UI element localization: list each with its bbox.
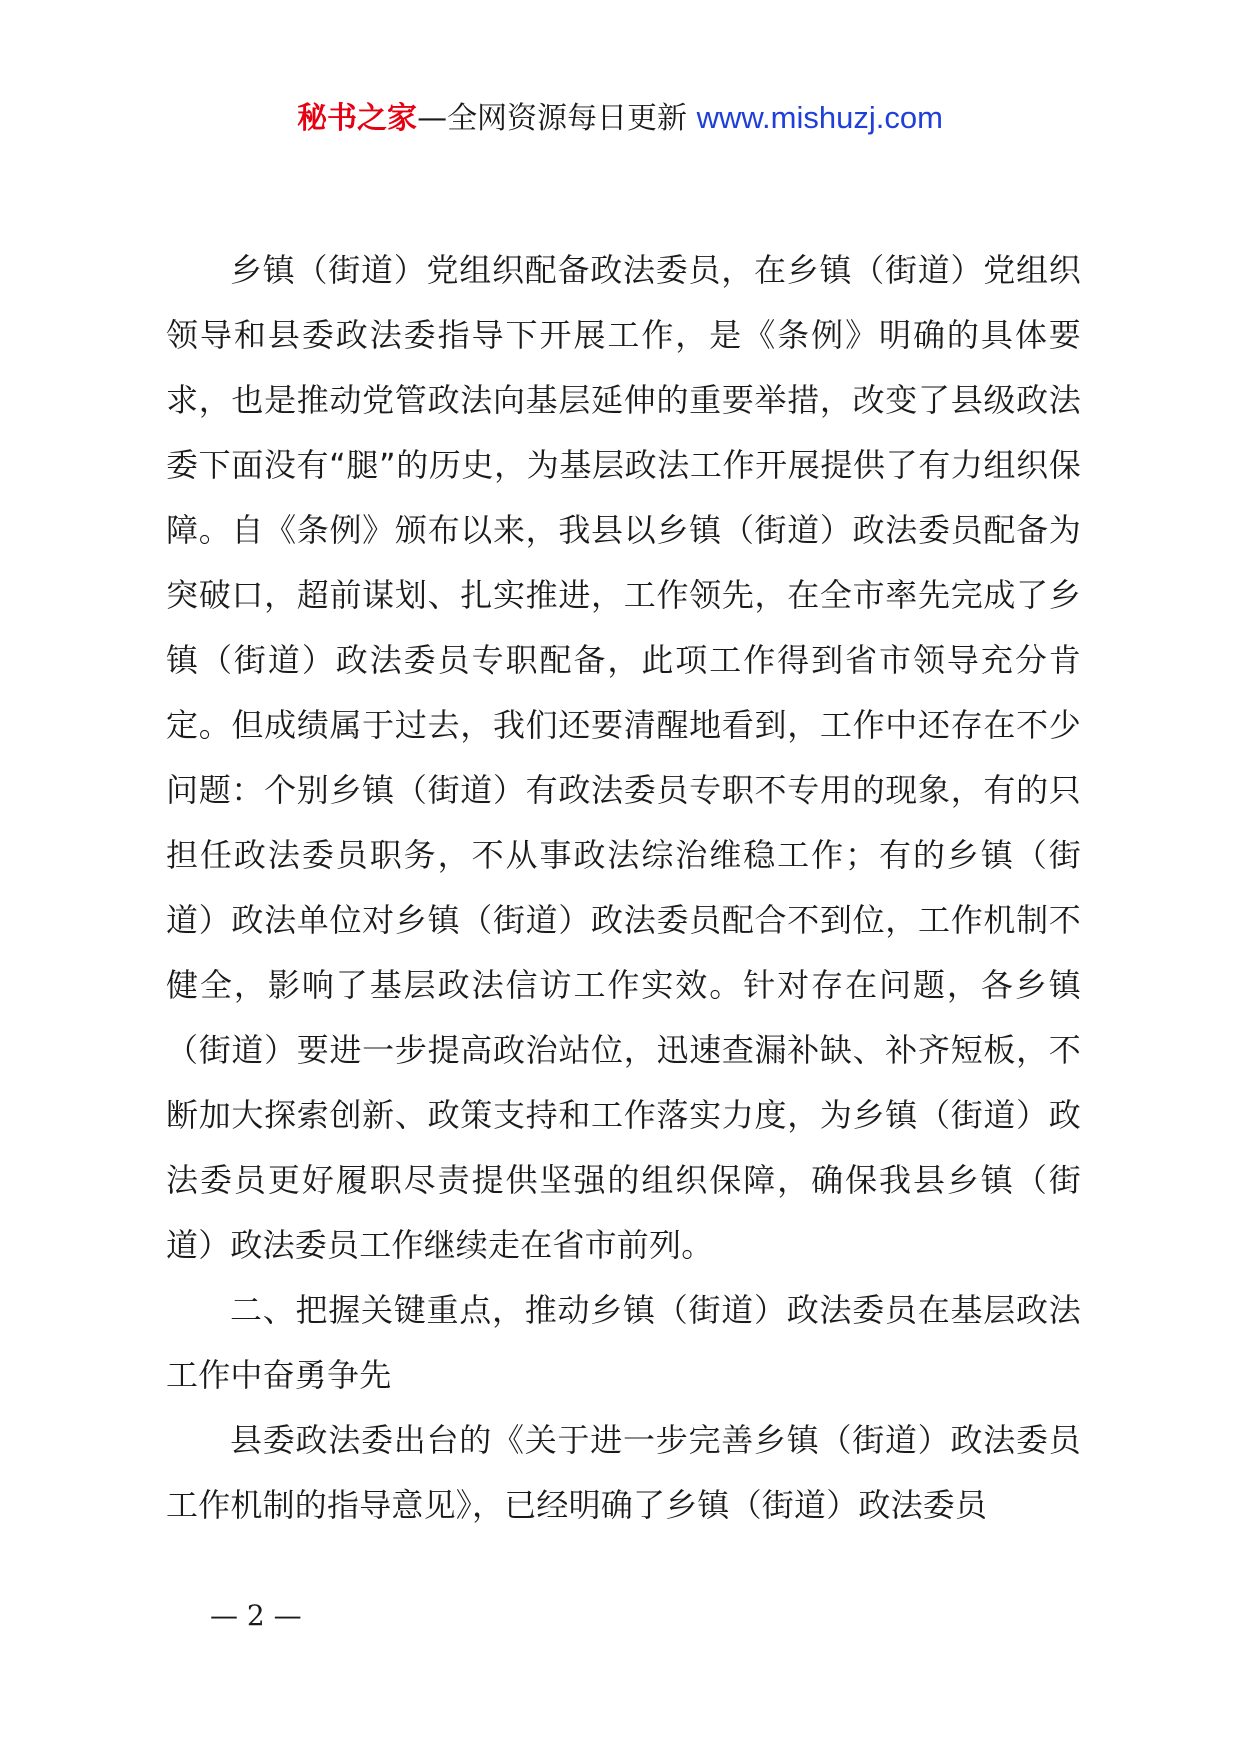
header-tagline: —全网资源每日更新 xyxy=(417,101,688,136)
body-paragraph: 县委政法委出台的《关于进一步完善乡镇（街道）政法委员工作机制的指导意见》，已经明确了乡镇（街道）政法委员 xyxy=(166,1421,1081,1524)
page-number: — 2 — xyxy=(210,1599,302,1632)
page-header xyxy=(0,98,1240,139)
document-body xyxy=(166,238,1081,1538)
website-link[interactable]: www.mishuzj.com xyxy=(696,100,943,135)
brand-name: 秘书之家 xyxy=(297,101,418,136)
body-paragraph: 乡镇（街道）党组织配备政法委员，在乡镇（街道）党组织领导和县委政法委指导下开展工作，是《条例》明确的具体要求，也是推动党管政法向基层延伸的重要举措，改变了县级政法委下面没有“腿”的历史，为基层政法工作开展提供了有力组织保障。自《条例》颁布以来，我县以乡镇（街道）政法委员配备为突破口，超前谋划、扎实推进，工作领先，在全市率先完成了乡镇（街道）政法委员专职配备，此项工作得到省市领导充分肯定。但成绩属于过去，我们还要清醒地看到，工作中还存在不少问题：个别乡镇（街道）有政法委员专职不专用的现象，有的只担任政法委员职务，不从事政法综治维稳工作；有的乡镇（街道）政法单位对乡镇（街道）政法委员配合不到位，工作机制不健全，影响了基层政法信访工作实效。针对存在问题，各乡镇（街道）要进一步提高政治站位，迅速查漏补缺、补齐短板，不断加大探索创新、政策支持和工作落实力度，为乡镇（街道）政法委员更好履职尽责提供坚强的组织保障，确保我县乡镇（街道）政法委员工作继续走在省市前列。 xyxy=(166,251,1081,1264)
section-heading: 二、把握关键重点，推动乡镇（街道）政法委员在基层政法工作中奋勇争先 xyxy=(166,1291,1081,1394)
